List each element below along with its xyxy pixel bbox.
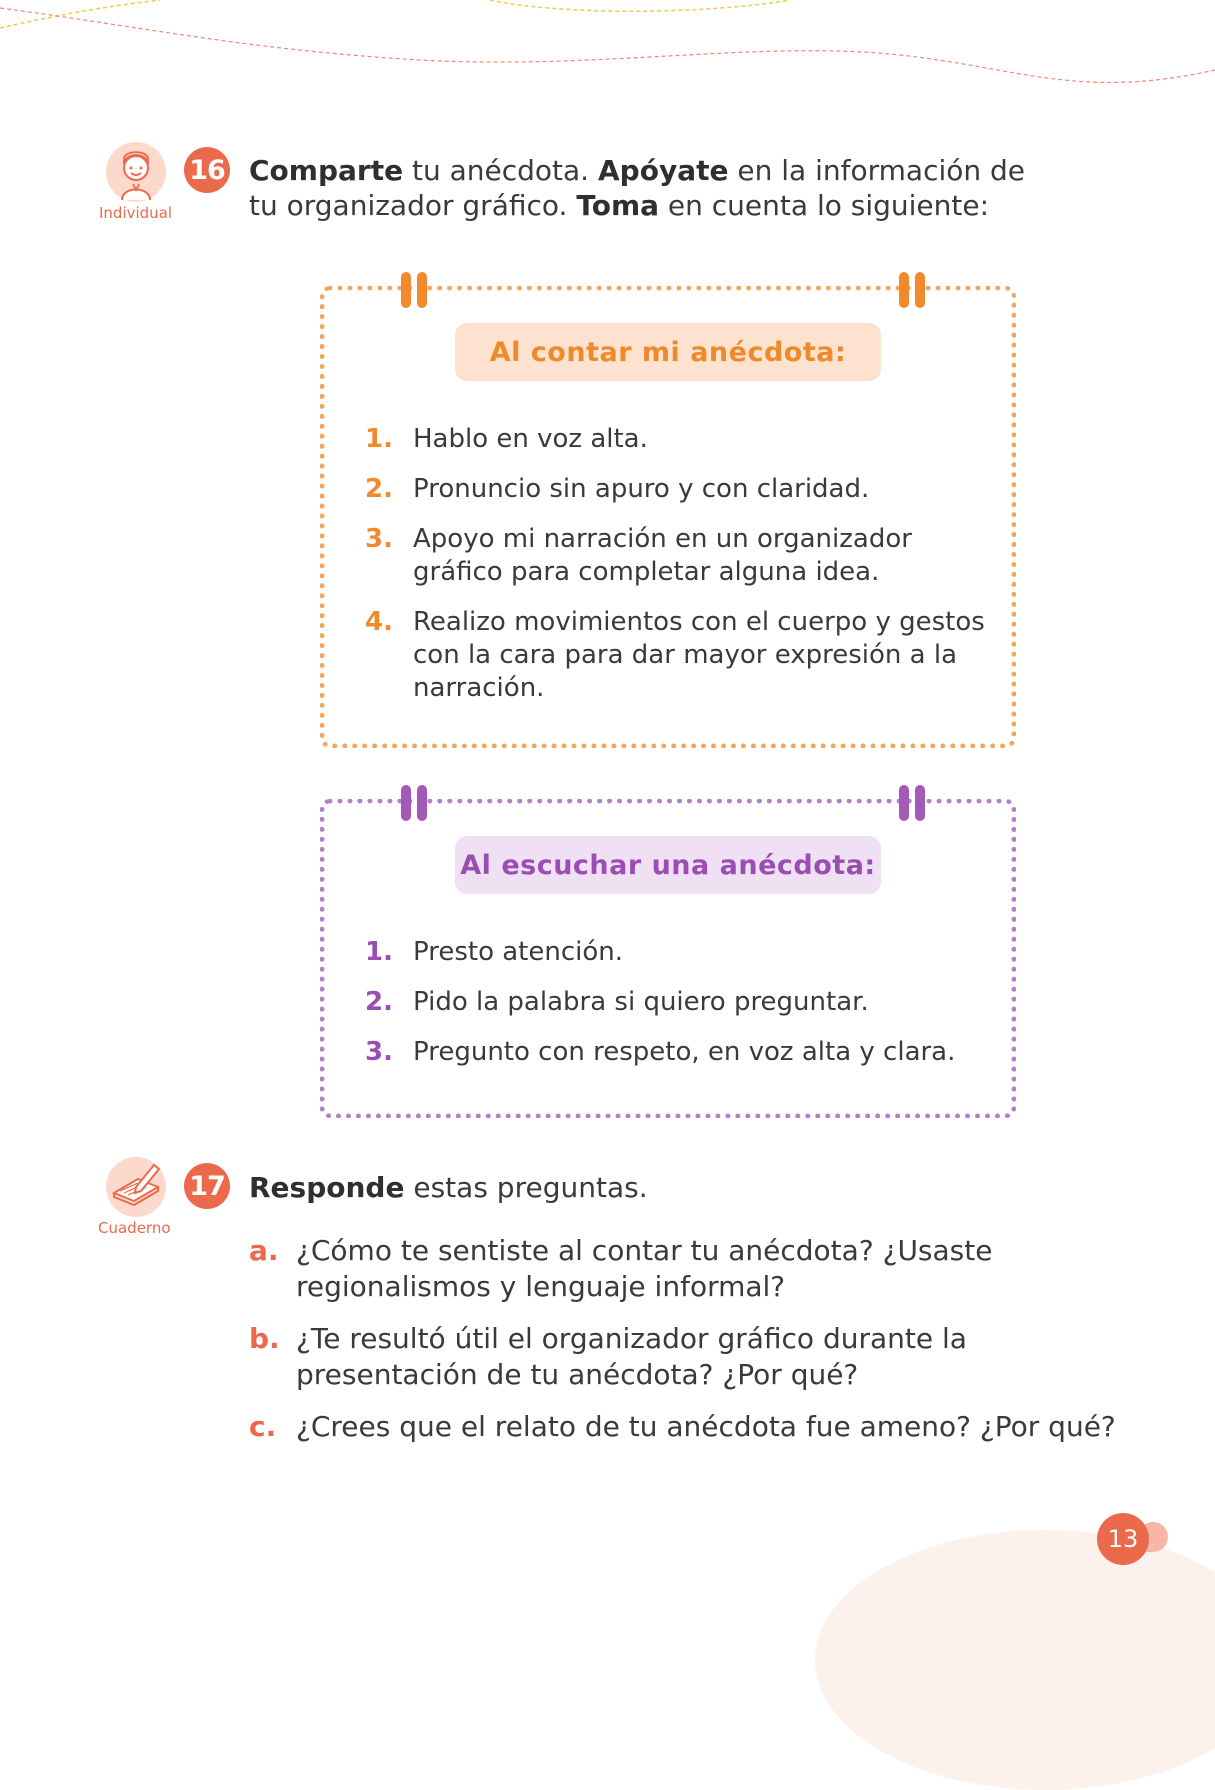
bold-verb: Toma <box>576 189 660 222</box>
instruction-text: tu anécdota. <box>403 154 598 187</box>
card-clip <box>401 785 411 821</box>
activity-16-instruction <box>249 153 1049 223</box>
listening-tips-list <box>365 936 991 1086</box>
page-number: 13 <box>1097 1513 1149 1565</box>
card-clip <box>401 272 411 308</box>
bold-verb: Apóyate <box>598 154 729 187</box>
speaking-tips-list <box>365 423 991 722</box>
card-clip <box>915 272 925 308</box>
instruction-text: en la información de tu organizador gráfico. <box>249 154 1026 222</box>
list-item <box>365 473 991 506</box>
list-item-number: 4. <box>365 607 393 637</box>
person-icon <box>106 142 166 202</box>
card-clip <box>417 272 427 308</box>
bold-verb: Comparte <box>249 154 404 187</box>
listening-card-title: Al escuchar una anécdota: <box>455 836 881 894</box>
list-item-number: 1. <box>365 937 393 967</box>
question-text: ¿Cómo te sentiste al contar tu anécdota? ¿Usaste regionalismos y lenguaje informal? <box>296 1234 993 1303</box>
instruction-text: en cuenta lo siguiente: <box>659 189 990 222</box>
speaking-tips-card <box>320 286 1016 748</box>
question-item <box>249 1233 1149 1305</box>
list-item-text: Pregunto con respeto, en voz alta y clara. <box>413 1037 956 1067</box>
list-item-number: 1. <box>365 424 393 454</box>
list-item <box>365 606 991 705</box>
question-item <box>249 1409 1149 1445</box>
notebook-pencil-icon <box>106 1157 166 1217</box>
list-item-text: Presto atención. <box>413 937 624 967</box>
questions-list <box>249 1233 1149 1461</box>
individual-label: Individual <box>99 204 173 222</box>
decorative-corner-shape <box>815 1530 1215 1790</box>
list-item-number: 3. <box>365 1037 393 1067</box>
question-text: ¿Crees que el relato de tu anécdota fue ameno? ¿Por qué? <box>296 1410 1116 1443</box>
bold-verb: Responde <box>249 1171 405 1204</box>
list-item <box>365 423 991 456</box>
question-letter: c. <box>249 1410 277 1443</box>
list-item-number: 3. <box>365 524 393 554</box>
list-item-text: Pido la palabra si quiero preguntar. <box>413 987 869 1017</box>
list-item-text: Pronuncio sin apuro y con claridad. <box>413 474 870 504</box>
card-clip <box>417 785 427 821</box>
list-item-text: Realizo movimientos con el cuerpo y gestos con la cara para dar mayor expresión a la narración. <box>413 607 985 703</box>
activity-number-badge: 16 <box>184 147 230 193</box>
list-item <box>365 1036 991 1069</box>
list-item <box>365 986 991 1019</box>
speaking-card-title: Al contar mi anécdota: <box>455 323 881 381</box>
card-clip <box>899 272 909 308</box>
activity-17-instruction <box>249 1170 1049 1205</box>
listening-tips-card <box>320 799 1016 1118</box>
list-item-text: Apoyo mi narración en un organizador gráfico para completar alguna idea. <box>413 524 912 587</box>
list-item-number: 2. <box>365 474 393 504</box>
card-clip <box>915 785 925 821</box>
question-item <box>249 1321 1149 1393</box>
question-letter: b. <box>249 1322 280 1355</box>
card-clip <box>899 785 909 821</box>
activity-number-badge: 17 <box>184 1163 230 1209</box>
list-item-number: 2. <box>365 987 393 1017</box>
decorative-wave-lines <box>0 0 1215 110</box>
question-text: ¿Te resultó útil el organizador gráfico durante la presentación de tu anécdota? ¿Por qué? <box>296 1322 967 1391</box>
cuaderno-label: Cuaderno <box>98 1219 171 1237</box>
list-item-text: Hablo en voz alta. <box>413 424 648 454</box>
question-letter: a. <box>249 1234 279 1267</box>
instruction-text: estas preguntas. <box>404 1171 648 1204</box>
list-item <box>365 523 991 589</box>
list-item <box>365 936 991 969</box>
